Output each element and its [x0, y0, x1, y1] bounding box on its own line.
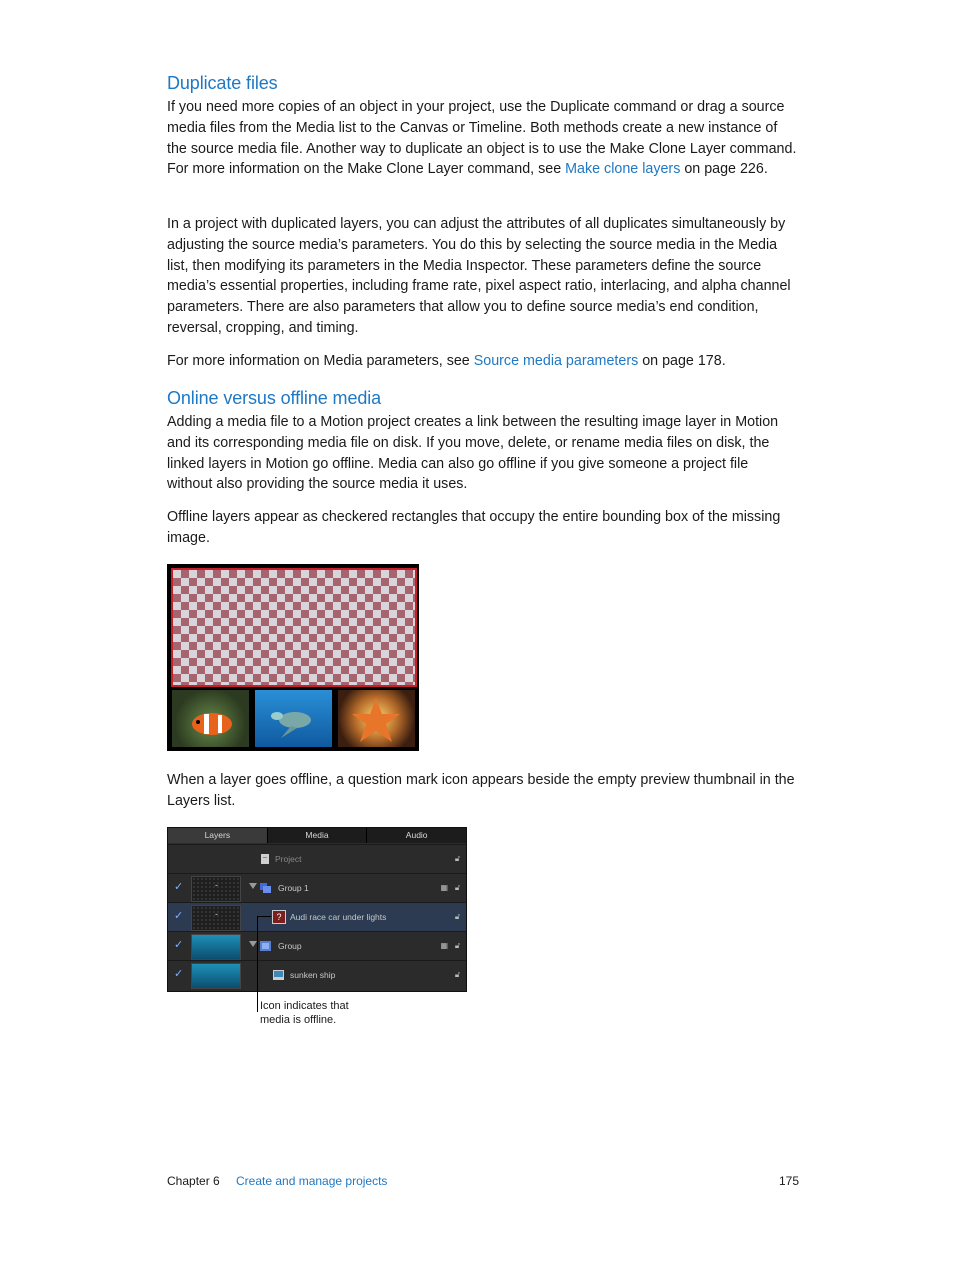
- layer-label: sunken ship: [290, 970, 336, 980]
- layer-label: Audi race car under lights: [290, 912, 387, 922]
- preview-thumbnail: [191, 934, 241, 960]
- tab-media[interactable]: Media: [268, 828, 368, 843]
- starfish-image-art: [338, 690, 415, 747]
- tab-audio[interactable]: Audio: [405, 830, 428, 840]
- checkbox-checked-icon[interactable]: ✓: [174, 939, 184, 951]
- footer-chapter: Chapter 6: [167, 1174, 220, 1188]
- make-clone-layers-link[interactable]: Make clone layers: [565, 161, 681, 178]
- clownfish-image: [172, 690, 249, 747]
- paragraph: Adding a media file to a Motion project creates a link between the resulting image layer in Motion and its corresponding media file on disk. If you move, delete, or rename media files on disk, the linked layers in Motion go offline. Media can also go offline if you give someone a project file without also providing the source media it uses.: [167, 414, 779, 493]
- paragraph: When a layer goes offline, a question mark icon appears beside the empty preview thumbnail in the Layers list.: [167, 772, 795, 809]
- disclosure-triangle-icon[interactable]: [249, 883, 257, 889]
- layer-row-group[interactable]: [168, 931, 466, 961]
- lock-icon[interactable]: 🔓︎: [454, 970, 460, 979]
- group-icon: [260, 883, 271, 893]
- offline-layers-figure: [167, 564, 419, 751]
- layer-row-audi-race-car[interactable]: [168, 902, 466, 932]
- starfish-image: [338, 690, 415, 747]
- source-media-parameters-link[interactable]: Source media parameters: [473, 353, 639, 369]
- group-icon: [260, 941, 271, 951]
- lock-icon[interactable]: 🔓︎: [454, 854, 460, 863]
- page-number: 175: [779, 1174, 800, 1188]
- paragraph: [167, 97, 797, 180]
- lock-icon[interactable]: 🔓︎: [454, 941, 460, 950]
- text: on page 178.: [638, 353, 726, 369]
- text: For more information on Media parameters, see: [167, 353, 474, 369]
- checkbox-checked-icon[interactable]: ✓: [174, 881, 184, 893]
- thumbnail-dash: -: [215, 909, 218, 919]
- lock-icon[interactable]: 🔓︎: [454, 883, 460, 892]
- thumbnail-dash: -: [215, 880, 218, 890]
- paragraph: [167, 351, 797, 372]
- text: If you need more copies of an object in your project, use the Duplicate command or drag a source media files from the Media list to the Canvas or Timeline. Both methods create a new instance of the source media file. Another way to duplicate an object is to use the Make Clone Layer command. For more information on the Make Clone Layer command, see: [167, 99, 797, 178]
- section-heading-online-offline: Online versus offline media: [167, 388, 382, 408]
- layer-row-sunken-ship[interactable]: [168, 960, 466, 990]
- layer-label: Group 1: [278, 883, 309, 893]
- sea-turtle-image-art: [255, 690, 332, 747]
- sea-turtle-image: [255, 690, 332, 747]
- layer-label: Group: [278, 941, 302, 951]
- layer-label: Project: [275, 854, 302, 864]
- layers-panel: [167, 827, 467, 992]
- disclosure-triangle-icon[interactable]: [249, 941, 257, 947]
- checkbox-checked-icon[interactable]: ✓: [174, 910, 184, 922]
- offline-checkered-rectangle: [171, 568, 417, 687]
- text: on page 226.: [680, 161, 768, 178]
- paragraph: In a project with duplicated layers, you can adjust the attributes of all duplicates simultaneously by adjusting the source media’s parameters. You do this by selecting the source media in the Media list, then modifying its parameters in the Media Inspector. These parameters define the source media’s essential properties, including frame rate, pixel aspect ratio, interlacing, and alpha channel parameters. There are also parameters that allow you to define source media’s end condition, reversal, cropping, and timing.: [167, 216, 791, 336]
- checkbox-checked-icon[interactable]: ✓: [174, 968, 184, 980]
- callout-line: [257, 916, 258, 1012]
- clownfish-image-art: [172, 690, 249, 747]
- stack-icon[interactable]: ▦: [440, 941, 448, 950]
- tab-layers[interactable]: Layers: [168, 828, 268, 843]
- layer-row-project[interactable]: [168, 844, 466, 874]
- preview-thumbnail: [191, 963, 241, 989]
- layer-row-group-1[interactable]: [168, 873, 466, 903]
- section-heading-duplicate-files: Duplicate files: [167, 73, 278, 93]
- lock-icon[interactable]: 🔓︎: [454, 912, 460, 921]
- paragraph: Offline layers appear as checkered rectangles that occupy the entire bounding box of the missing image.: [167, 509, 781, 546]
- stack-icon[interactable]: ▦: [440, 883, 448, 892]
- callout-text: Icon indicates that media is offline.: [260, 1000, 349, 1026]
- project-icon: [260, 854, 271, 864]
- offline-question-mark-icon: ?: [272, 910, 286, 924]
- panel-tabs: [168, 828, 466, 843]
- image-layer-icon: [273, 970, 284, 980]
- callout-line: [257, 916, 271, 917]
- footer-chapter-title-link[interactable]: Create and manage projects: [236, 1174, 388, 1188]
